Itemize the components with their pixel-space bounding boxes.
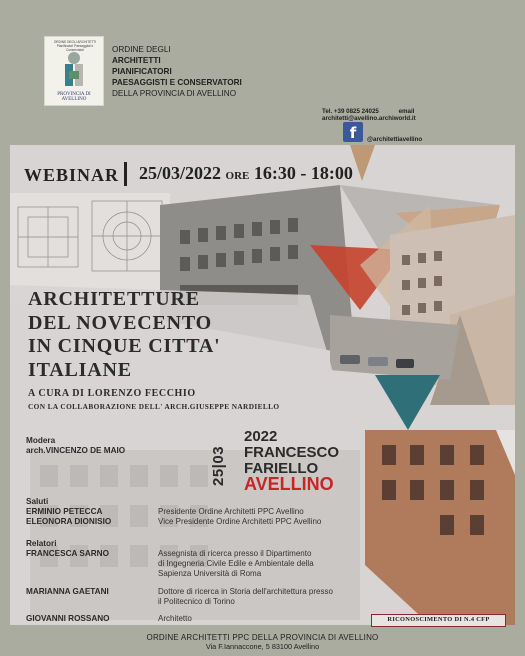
speaker-name: FRANCESCA SARNO: [26, 549, 109, 558]
order-logo: [44, 36, 104, 106]
event-title: [28, 288, 220, 382]
org-line: ARCHITETTI: [112, 56, 161, 65]
facebook-icon[interactable]: f: [343, 122, 363, 142]
venue-line-2: FARIELLO: [244, 460, 319, 477]
greeter-name: ERMINIO PETECCA: [26, 507, 103, 516]
divider: [124, 162, 127, 186]
contacts: [322, 108, 525, 122]
org-line: ORDINE DEGLI: [112, 45, 171, 54]
logo-small-text: ORDINE DEGLI ARCHITETTI Pianificatori Paesaggisti e Conservatori: [53, 40, 97, 52]
title-line: IN CINQUE CITTA': [28, 335, 221, 357]
speaker-role-line: il Politecnico di Torino: [158, 597, 235, 606]
speaker-role: [158, 587, 333, 607]
footer-address: Via F.Iannaccone, 5 83100 Avellino: [205, 642, 320, 651]
venue-line-1: FRANCESCO: [244, 444, 340, 461]
speaker-name: MARIANNA GAETANI: [26, 587, 109, 596]
moderator-label: Modera: [26, 436, 56, 445]
collaboration: CON LA COLLABORAZIONE DELL' ARCH.GIUSEPPE NARDIELLO: [28, 402, 280, 411]
event-time: 16:30 - 18:00: [253, 163, 353, 183]
city: AVELLINO: [244, 474, 334, 494]
phone: Tel. +39 0825 24025: [322, 108, 379, 115]
title-line: DEL NOVECENTO: [28, 311, 212, 334]
org-line: PAESAGGISTI E CONSERVATORI: [112, 78, 242, 87]
footer-org: ORDINE ARCHITETTI PPC DELLA PROVINCIA DI AVELLINO: [146, 633, 379, 642]
logo-emblem-icon: [63, 51, 85, 87]
cfp-badge: RICONOSCIMENTO DI N.4 CFP: [371, 614, 506, 627]
speaker-role: [158, 549, 314, 579]
speaker-role-line: Assegnista di ricerca presso il Dipartimento: [158, 549, 312, 558]
greeter-role: Vice Presidente Ordine Architetti PPC Avellino: [158, 517, 322, 526]
day-month: [210, 430, 240, 486]
speaker-name: GIOVANNI ROSSANO: [26, 614, 110, 623]
greeter-role: Presidente Ordine Architetti PPC Avellino: [158, 507, 304, 516]
time-label: ORE: [225, 170, 250, 182]
facebook-handle[interactable]: @architettiavellino: [367, 136, 423, 143]
org-line: DELLA PROVINCIA DI AVELLINO: [112, 89, 237, 98]
greetings-label: Saluti: [26, 497, 49, 506]
title-line: ITALIANE: [28, 358, 132, 381]
moderator-name: arch.VINCENZO DE MAIO: [26, 446, 126, 455]
greeter-name: ELEONORA DIONISIO: [26, 517, 112, 526]
speaker-role-line: Dottore di ricerca in Storia dell'architettura presso: [158, 587, 333, 596]
speakers-label: Relatori: [26, 539, 57, 548]
email-link[interactable]: email architetti@avellino.archiworld.it: [322, 108, 416, 122]
curated-by: A CURA DI LORENZO FECCHIO: [28, 388, 196, 399]
logo-province: PROVINCIA DI AVELLINO: [57, 92, 91, 102]
event-date: 25/03/2022: [139, 163, 222, 183]
speaker-role-line: Sapienza Università di Roma: [158, 569, 262, 578]
org-line: PIANIFICATORI: [112, 67, 172, 76]
event-datetime: [139, 163, 353, 184]
day-month-text: 25|03: [210, 445, 227, 486]
speaker-role-line: di Ingegneria Civile Edile e Ambientale della: [158, 559, 314, 568]
speaker-role: Architetto: [158, 614, 192, 623]
title-line: ARCHITETTURE: [28, 288, 200, 310]
year: 2022: [244, 428, 278, 445]
event-type: WEBINAR: [24, 165, 120, 185]
org-name: [112, 44, 242, 99]
